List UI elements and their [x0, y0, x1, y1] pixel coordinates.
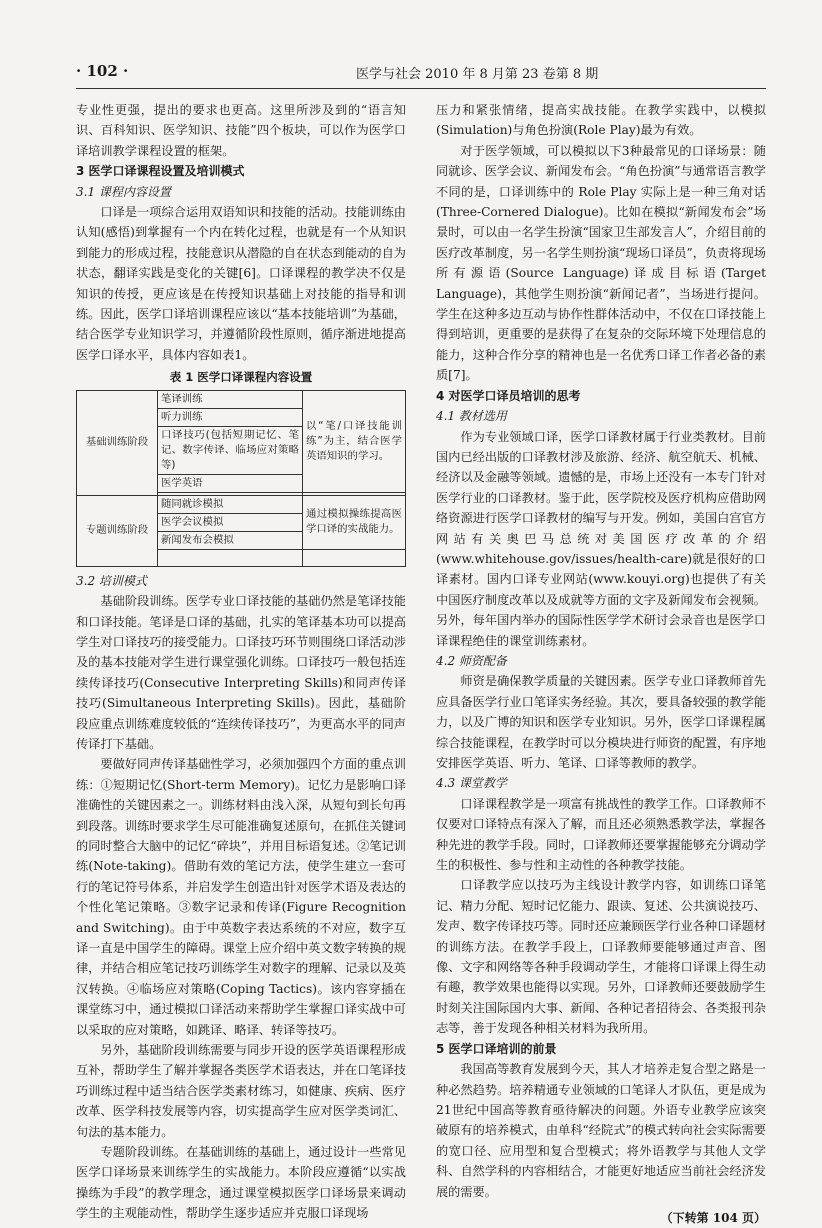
page-number: · 102 ·	[76, 62, 129, 80]
header-rule	[76, 88, 766, 89]
table-cell: 笔译训练	[158, 390, 303, 408]
paragraph: 另外，基础阶段训练需要与同步开设的医学英语课程形成互补，帮助学生了解并掌握各类医学术语表达，并在口笔译技巧训练过程中适当结合医学类素材练习，如健康、疾病、医疗改革、医学科技发展等内容，切实提高学生应对医学类词汇、句法的基本能力。	[76, 1043, 406, 1139]
section-heading: 3 医学口译课程设置及培训模式	[76, 164, 245, 179]
table-cell: 医学英语	[158, 474, 303, 492]
course-content-table	[76, 390, 406, 567]
table-note-cell: 以“笔/口译技能训练”为主，结合医学英语知识的学习。	[303, 390, 406, 492]
table-cell	[303, 549, 406, 566]
subsection-heading: 3.1 课程内容设置	[76, 184, 171, 199]
paragraph: 口译教学应以技巧为主线设计教学内容，如训练口译笔记、精力分配、短时记忆能力、跟读、复述、公共演说技巧、发声、数字传译技巧等。同时还应兼顾医学行业各种口译题材的训练方法。在教学手段上，口译教师要能够通过声音、图像、文字和网络等各种手段调动学生，才能将口译课上得生动有趣，教学效果也能得以实现。另外，口译教师还要鼓励学生时刻关注国际国内大事、新闻、各种记者招待会、各类报刊杂志等，善于发现各种相关材料为我所用。	[436, 878, 766, 1036]
paragraph: 专题阶段训练。在基础训练的基础上，通过设计一些常见医学口译场景来训练学生的实战能力。本阶段应遵循“以实战操练为手段”的教学理念，通过课堂模拟医学口译场景来调动学生的主观能动性，帮助学生逐步适应并克服口译现场	[76, 1145, 406, 1221]
paragraph: 作为专业领域口译，医学口译教材属于行业类教材。目前国内已经出版的口译教材涉及旅游、经济、航空航天、机械、经济以及金融等领域。遗憾的是，市场上还没有一本专门针对医学行业的口译教材。鉴于此，医学院校及医疗机构应借助网络资源进行医学口译教材的编写与开发。例如，美国白宫官方网站有关奥巴马总统对美国医疗改革的介绍(www.whitehouse.gov/issues/health-care)就是很好的口译素材。国内口译专业网站(www.kouyi.org)也提供了有关中国医疗制度改革以及成就等方面的文字及新闻发布会视频。另外，每年国内举办的国际性医学学术研讨会录音也是医学口译课程绝佳的课堂训练素材。	[436, 429, 766, 648]
paragraph: 口译是一项综合运用双语知识和技能的活动。技能训练由认知(感悟)到掌握有一个内在转化过程，也就是有一个从知识到能力的形成过程，技能意识从潜隐的自在状态到能动的自为状态，翻译实践是变化的关键[6]。口译课程的教学决不仅是知识的传授，更应该是在传授知识基础上对技能的指导和训练。因此，医学口译培训课程应该以“基本技能培训”为基础，结合医学专业知识学习，并遵循阶段性原则，循序渐进地提高医学口译水平，具体内容如表1。	[76, 205, 406, 362]
paragraph: 口译课程教学是一项富有挑战性的教学工作。口译教师不仅要对口译特点有深入了解，而且还必须熟悉教学法，掌握各种先进的教学手段。同时，口译教师还要掌握能够充分调动学生的积极性、参与性和主动性的各种教学技能。	[436, 796, 766, 873]
table-cell: 新闻发布会模拟	[158, 531, 303, 549]
paragraph: 专业性更强，提出的要求也更高。这里所涉及到的“语言知识、百科知识、医学知识、技能”四个板块，可以作为医学口译培训教学课程设置的框架。	[76, 103, 406, 158]
paragraph: 要做好同声传译基础性学习，必须加强四个方面的重点训练：①短期记忆(Short-term Memory)。记忆力是影响口译准确性的关键因素之一。训练材料由浅入深，从短句到长句再到段落。训练时要求学生尽可能准确复述原句，在抓住关键词的同时整合大脑中的记忆“碎块”，并用目标语复述。②笔记训练(Note-taking)。借助有效的笔记方法，使学生建立一套可行的笔记符号体系，并启发学生创造出针对医学术语及表达的个性化笔记策略。③数字记录和传译(Figure Recognition and Switching)。由于中英数字表达系统的不对应，数字互译一直是中国学生的障碍。课堂上应介绍中英文数字转换的规律，并结合相应笔记技巧训练学生对数字的理解、记录以及英汉转换。④临场应对策略(Coping Tactics)。该内容穿插在课堂练习中，通过模拟口译活动来帮助学生掌握口译实战中可以采取的应对策略，如跳译、略译、转译等技巧。	[76, 757, 406, 1037]
section-heading: 4 对医学口译员培训的思考	[436, 388, 581, 403]
table-cell: 听力训练	[158, 408, 303, 426]
table-cell	[158, 549, 303, 566]
subsection-heading: 4.3 课堂教学	[436, 776, 507, 791]
subsection-heading: 3.2 培训模式	[76, 573, 147, 588]
paragraph: 对于医学领域，可以模拟以下3种最常见的口译场景：随同就诊、医学会议、新闻发布会。“角色扮演”与通常语言教学不同的是，口译训练中的 Role Play 实际上是一种三角对话(Three-Cornered Dialogue)。比如在模拟“新闻发布会”场景时，可以由一名学生扮演“国家卫生部发言人”，介绍目前的医疗改革制度，另一名学生则扮演“现场口译员”，负责将现场所有源语(Source Language)译成目标语(Target Language)，其他学生则扮演“新闻记者”，当场进行提问。学生在这种多边互动与协作性群体活动中，不仅在口译技能上得到培训，更重要的是获得了在复杂的交际环境下处理信息的能力，这种合作分享的精神也是一名优秀口译工作者必备的素质[7]。	[436, 143, 766, 383]
continued-note: （下转第 104 页）	[660, 1210, 766, 1225]
subsection-heading: 4.2 师资配备	[436, 653, 507, 668]
left-column	[76, 100, 406, 1224]
table-stage-cell: 基础训练阶段	[77, 390, 158, 495]
running-header	[76, 62, 766, 84]
right-column	[436, 100, 766, 1228]
subsection-heading: 4.1 教材选用	[436, 409, 507, 424]
table-cell: 口译技巧(包括短期记忆、笔记、数字传译、临场应对策略等)	[158, 426, 303, 474]
table-caption: 表 1 医学口译课程内容设置	[169, 370, 313, 385]
paragraph: 师资是确保教学质量的关键因素。医学专业口译教师首先应具备医学行业口笔译实务经验。其次，要具备较强的教学能力，以及广博的知识和医学专业知识。另外，医学口译课程属综合技能课程，在教学时可以分模块进行师资的配置，有序地安排医学英语、听力、笔译、口译等教师的教学。	[436, 674, 766, 770]
paragraph: 我国高等教育发展到今天，其人才培养走复合型之路是一种必然趋势。培养精通专业领域的口笔译人才队伍，更是成为21世纪中国高等教育亟待解决的问题。外语专业教学应该突破原有的培养模式，由单科“经院式”的模式转向社会实际需要的宽口径、应用型和复合型模式；将外语教学与其他人文学科、自然学科的内容相结合，才能更好地适应当前社会经济发展的需要。	[436, 1062, 766, 1199]
paragraph: 基础阶段训练。医学专业口译技能的基础仍然是笔译技能和口译技能。笔译是口译的基础，扎实的笔译基本功可以提高学生对口译技巧的接受能力。口译技巧环节则围绕口译活动涉及的基本技能对学生进行课堂强化训练。口译技巧一般包括连续传译技巧(Consecutive Interpreting Skills)和同声传译技巧(Simultaneous Interpreting Skills)。因此，基础阶段应重点训练难度较低的“连续传译技巧”，为更高水平的同声传译打下基础。	[76, 594, 406, 751]
paragraph: 压力和紧张情绪，提高实战技能。在教学实践中，以模拟(Simulation)与角色扮演(Role Play)最为有效。	[436, 103, 766, 138]
table-stage-cell: 专题训练阶段	[77, 495, 158, 566]
section-heading: 5 医学口译培训的前景	[436, 1041, 557, 1056]
table-note-cell: 通过模拟操练提高医学口译的实战能力。	[303, 495, 406, 549]
table-cell: 随同就诊模拟	[158, 495, 303, 513]
table-cell: 医学会议模拟	[158, 513, 303, 531]
journal-info: 医学与社会 2010 年 8 月第 23 卷第 8 期	[356, 67, 599, 82]
